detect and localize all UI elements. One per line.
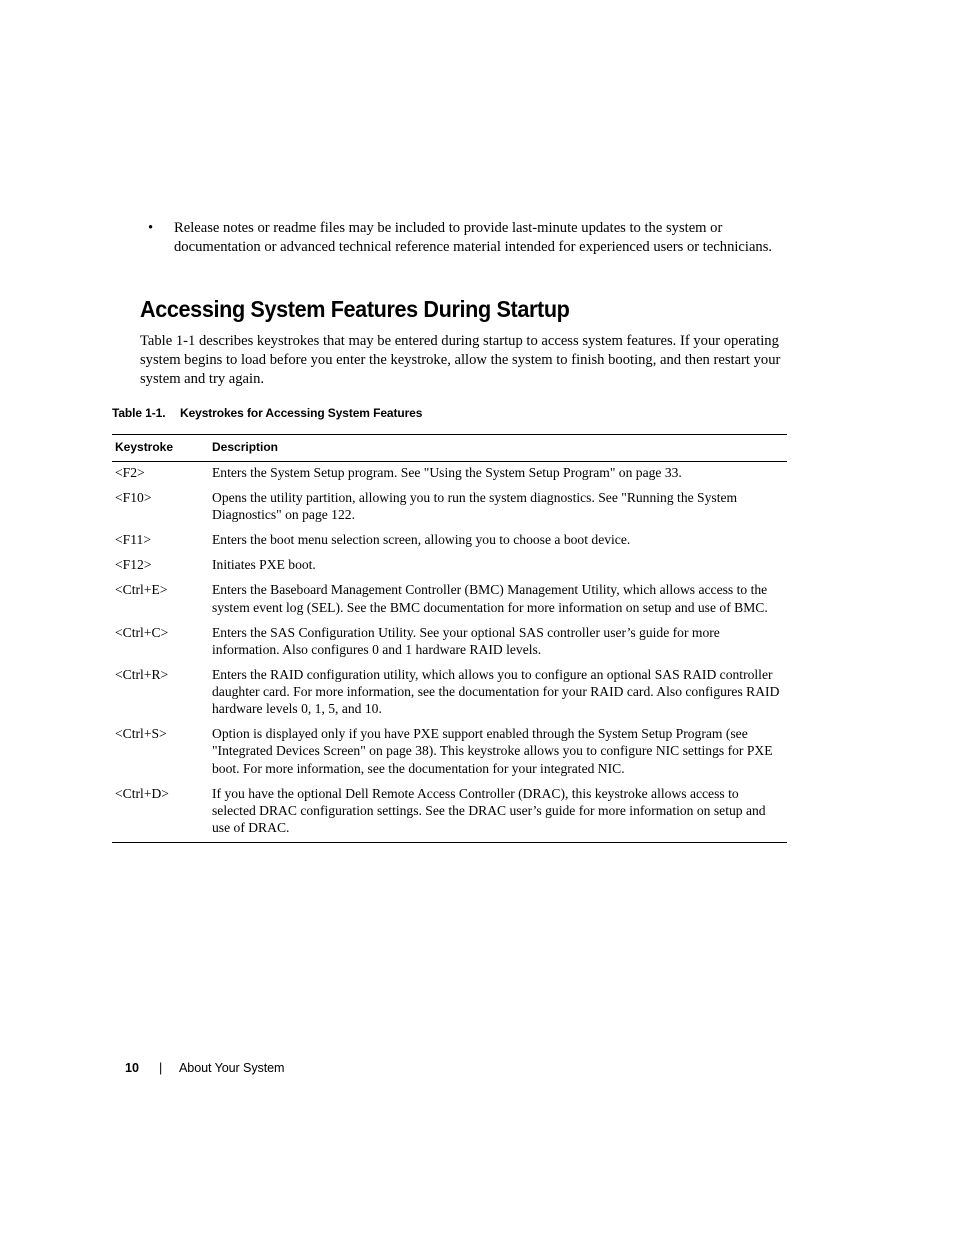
intro-paragraph: Table 1-1 describes keystrokes that may be entered during startup to access system features. If your operating system begins to load before you enter the keystroke, allow the system to finish booting, and then restart your system and try again. (140, 333, 781, 387)
section-heading: Accessing System Features During Startup (140, 296, 570, 322)
bullet-text: Release notes or readme files may be included to provide last-minute updates to the system or documentation or advanced technical reference material intended for experienced users or technicians. (174, 220, 773, 255)
keystroke-cell: <F2> (115, 465, 145, 481)
bullet-symbol: • (148, 220, 154, 236)
description-cell: Enters the boot menu selection screen, allowing you to choose a boot device. (212, 532, 631, 548)
description-cell: If you have the optional Dell Remote Access Controller (DRAC), this keystroke allows access to selected DRAC configuration settings. See the DRAC user’s guide for more information on setup and use of DRAC. (209, 783, 787, 843)
keystroke-cell: <F11> (115, 532, 151, 548)
page-number: 10 (125, 1061, 140, 1075)
description-cell: Enters the SAS Configuration Utility. See your optional SAS controller user’s guide for more information. Also configures 0 and 1 hardware RAID levels. (212, 624, 720, 657)
keystroke-cell: <Ctrl+R> (115, 666, 169, 682)
description-cell: Initiates PXE boot. (212, 557, 316, 573)
footer-separator: | (159, 1061, 163, 1075)
keystroke-cell: <Ctrl+S> (115, 726, 167, 742)
table-header-row (112, 435, 787, 462)
table-row (112, 488, 787, 530)
description-cell: Enters the Baseboard Management Controller (BMC) Management Utility, which allows access to the system event log (SEL). See the BMC documentation for more information on setup and use of BMC. (212, 582, 768, 615)
page-footer (125, 1061, 285, 1075)
keystroke-cell: <Ctrl+D> (112, 783, 209, 843)
keystroke-cell: <F10> (115, 490, 152, 506)
table-row (112, 783, 787, 843)
table-caption (112, 406, 422, 420)
keystrokes-table (112, 434, 787, 843)
description-cell: Opens the utility partition, allowing you to run the system diagnostics. See "Running the System Diagnostics" on page 122. (212, 490, 738, 523)
table-row (112, 530, 787, 555)
bullet-list-item (148, 219, 788, 257)
table-row (112, 580, 787, 622)
header-description: Description (209, 435, 787, 462)
keystroke-cell: <Ctrl+C> (115, 624, 169, 640)
description-cell: Option is displayed only if you have PXE support enabled through the System Setup Program (see "Integrated Devices Screen" on page 38). This keystroke allows you to configure NIC settings for PXE boot. For more information, see the documentation for your integrated NIC. (212, 726, 773, 776)
table-row (112, 462, 787, 488)
table-row (112, 555, 787, 580)
chapter-title: About Your System (179, 1061, 285, 1075)
table-row (112, 724, 787, 783)
keystroke-cell: <Ctrl+E> (115, 582, 168, 598)
keystroke-cell: <F12> (115, 557, 152, 573)
table-row (112, 664, 787, 723)
table-row (112, 622, 787, 664)
table-caption-title: Keystrokes for Accessing System Features (180, 406, 423, 420)
table-caption-number: Table 1-1. (112, 406, 166, 420)
description-cell: Enters the System Setup program. See "Using the System Setup Program" on page 33. (212, 465, 682, 481)
description-cell: Enters the RAID configuration utility, which allows you to configure an optional SAS RAID controller daughter card. For more information, see the documentation for your RAID card. Also configures RAID hardware levels 0, 1, 5, and 10. (212, 666, 780, 717)
header-keystroke: Keystroke (112, 435, 209, 462)
